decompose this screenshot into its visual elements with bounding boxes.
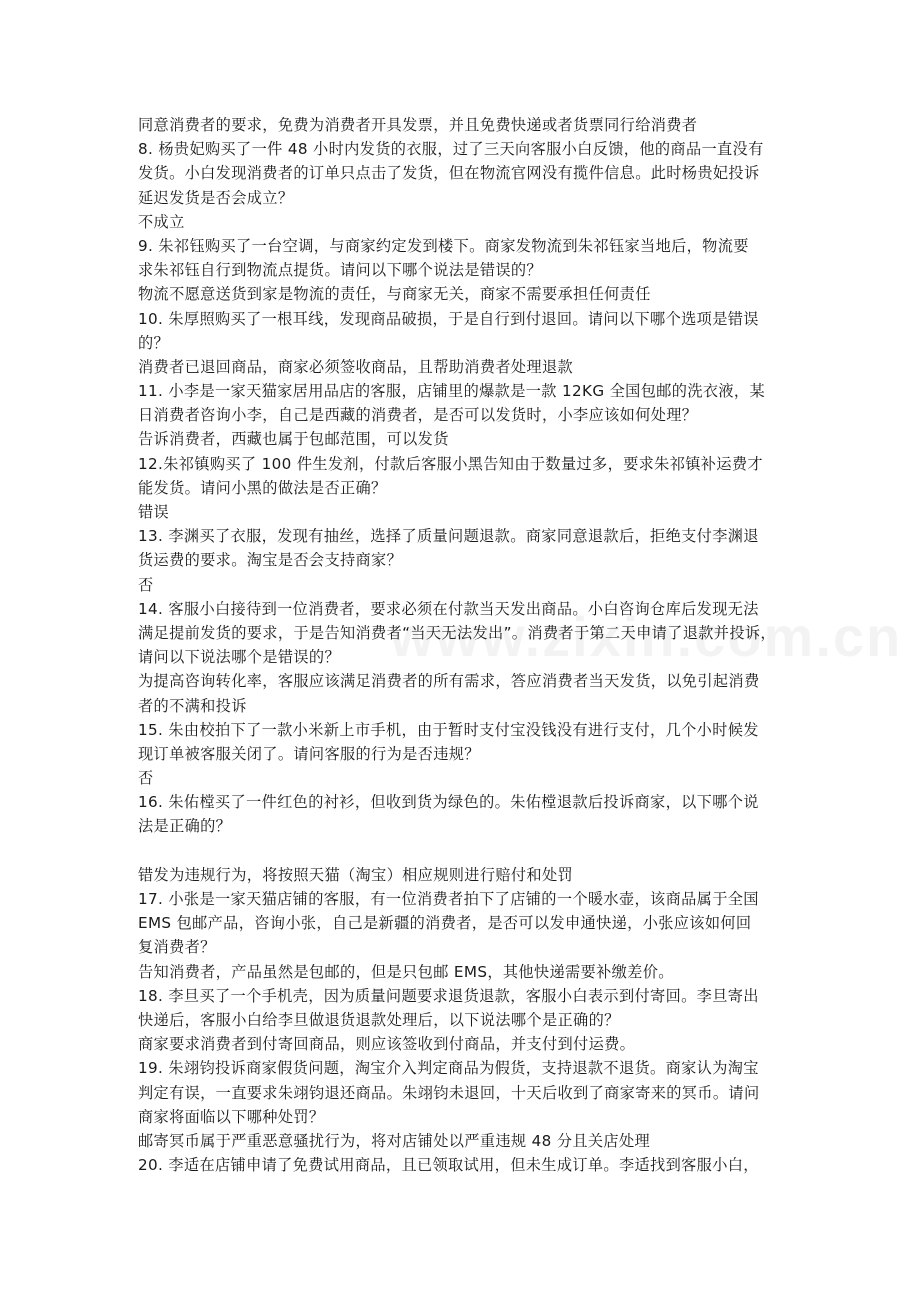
text-line: 同意消费者的要求，免费为消费者开具发票，并且免费快递或者货票同行给消费者: [138, 116, 698, 134]
text-line: 求朱祁钰自行到物流点提货。请问以下哪个说法是错误的？: [138, 261, 542, 280]
answer-8: 不成立: [138, 212, 185, 231]
text-line: 快递后，客服小白给李旦做退货退款处理后，以下说法哪个是正确的？: [138, 1010, 620, 1029]
text-line: EMS 包邮产品，咨询小张，自己是新疆的消费者，是否可以发申通快递，小张应该如何回: [138, 914, 752, 933]
answer-14: 为提高咨询转化率，客服应该满足消费者的所有需求，答应消费者当天发货，以免引起消费: [138, 672, 760, 691]
question-10: 10. 朱厚照购买了一根耳线，发现商品破损，于是自行到付退回。请问以下哪个选项是错误: [138, 309, 759, 328]
question-14: 14. 客服小白接待到一位消费者，要求必须在付款当天发出商品。小白咨询仓库后发现无法: [138, 599, 759, 618]
answer-16: 错发为违规行为，将按照天猫（淘宝）相应规则进行赔付和处罚: [138, 865, 574, 884]
text-line: 的？: [138, 333, 170, 352]
question-16: 16. 朱佑樘买了一件红色的衬衫，但收到货为绿色的。朱佑樘退款后投诉商家，以下哪个说: [138, 793, 759, 812]
question-20: 20. 李适在店铺申请了免费试用商品，且已领取试用，但未生成订单。李适找到客服小白，: [138, 1156, 759, 1175]
blank-line: [138, 839, 788, 863]
text-line: 货运费的要求。淘宝是否会支持商家？: [138, 551, 403, 570]
question-17: 17. 小张是一家天猫店铺的客服，有一位消费者拍下了店铺的一个暖水壶，该商品属于全国: [138, 890, 759, 908]
text-line: 复消费者？: [138, 938, 216, 957]
text-line: 商家将面临以下哪种处罚？: [138, 1107, 325, 1126]
text-line: 者的不满和投诉: [138, 696, 247, 715]
text-line: 判定有误，一直要求朱翊钧退还商品。朱翊钧未退回，十天后收到了商家寄来的冥币。请问: [138, 1083, 760, 1102]
answer-11: 告诉消费者，西藏也属于包邮范围，可以发货: [138, 430, 449, 449]
text-line: 能发货。请问小黑的做法是否正确？: [138, 478, 387, 497]
question-8: 8. 杨贵妃购买了一件 48 小时内发货的衣服，过了三天向客服小白反馈，他的商品一直没有: [138, 140, 764, 159]
question-11: 11. 小李是一家天猫家居用品店的客服，店铺里的爆款是一款 12KG 全国包邮的洗衣液，某: [138, 382, 766, 401]
answer-18: 商家要求消费者到付寄回商品，则应该签收到付商品，并支付到付运费。: [138, 1035, 636, 1054]
text-line: 法是正确的？: [138, 817, 232, 836]
text-line: 日消费者咨询小李，自己是西藏的消费者，是否可以发货时，小李应该如何处理？: [138, 406, 698, 425]
question-19: 19. 朱翊钧投诉商家假货问题，淘宝介入判定商品为假货，支持退款不退货。商家认为淘宝: [138, 1059, 759, 1078]
text-line: 延迟发货是否会成立？: [138, 188, 294, 207]
question-12: 12.朱祁镇购买了 100 件生发剂，付款后客服小黑告知由于数量过多，要求朱祁镇补运费才: [138, 454, 763, 473]
question-15: 15. 朱由校拍下了一款小米新上市手机，由于暂时支付宝没钱没有进行支付，几个小时候发: [138, 720, 759, 739]
answer-9: 物流不愿意送货到家是物流的责任，与商家无关，商家不需要承担任何责任: [138, 285, 651, 304]
answer-17: 告知消费者，产品虽然是包邮的，但是只包邮 EMS，其他快递需要补缴差价。: [138, 962, 674, 981]
text-line: 发货。小白发现消费者的订单只点击了发货，但在物流官网没有揽件信息。此时杨贵妃投诉: [138, 164, 760, 183]
text-line: 请问以下说法哪个是错误的？: [138, 648, 340, 667]
question-18: 18. 李旦买了一个手机壳，因为质量问题要求退货退款，客服小白表示到付寄回。李旦寄出: [138, 986, 759, 1005]
answer-19: 邮寄冥币属于严重恶意骚扰行为，将对店铺处以严重违规 48 分且关店处理: [138, 1131, 651, 1150]
text-line: 现订单被客服关闭了。请问客服的行为是否违规？: [138, 744, 480, 763]
document-body: [138, 113, 788, 1177]
question-9: 9. 朱祁钰购买了一台空调，与商家约定发到楼下。商家发物流到朱祁钰家当地后，物流要: [138, 236, 749, 255]
text-line: 满足提前发货的要求，于是告知消费者“当天无法发出”。消费者于第二天申请了退款并投诉，: [138, 623, 776, 642]
answer-13: 否: [138, 575, 154, 594]
answer-15: 否: [138, 769, 154, 788]
answer-12: 错误: [138, 503, 170, 521]
question-13: 13. 李渊买了衣服，发现有抽丝，选择了质量问题退款。商家同意退款后，拒绝支付李渊退: [138, 527, 759, 546]
answer-10: 消费者已退回商品，商家必须签收商品，且帮助消费者处理退款: [138, 357, 574, 376]
